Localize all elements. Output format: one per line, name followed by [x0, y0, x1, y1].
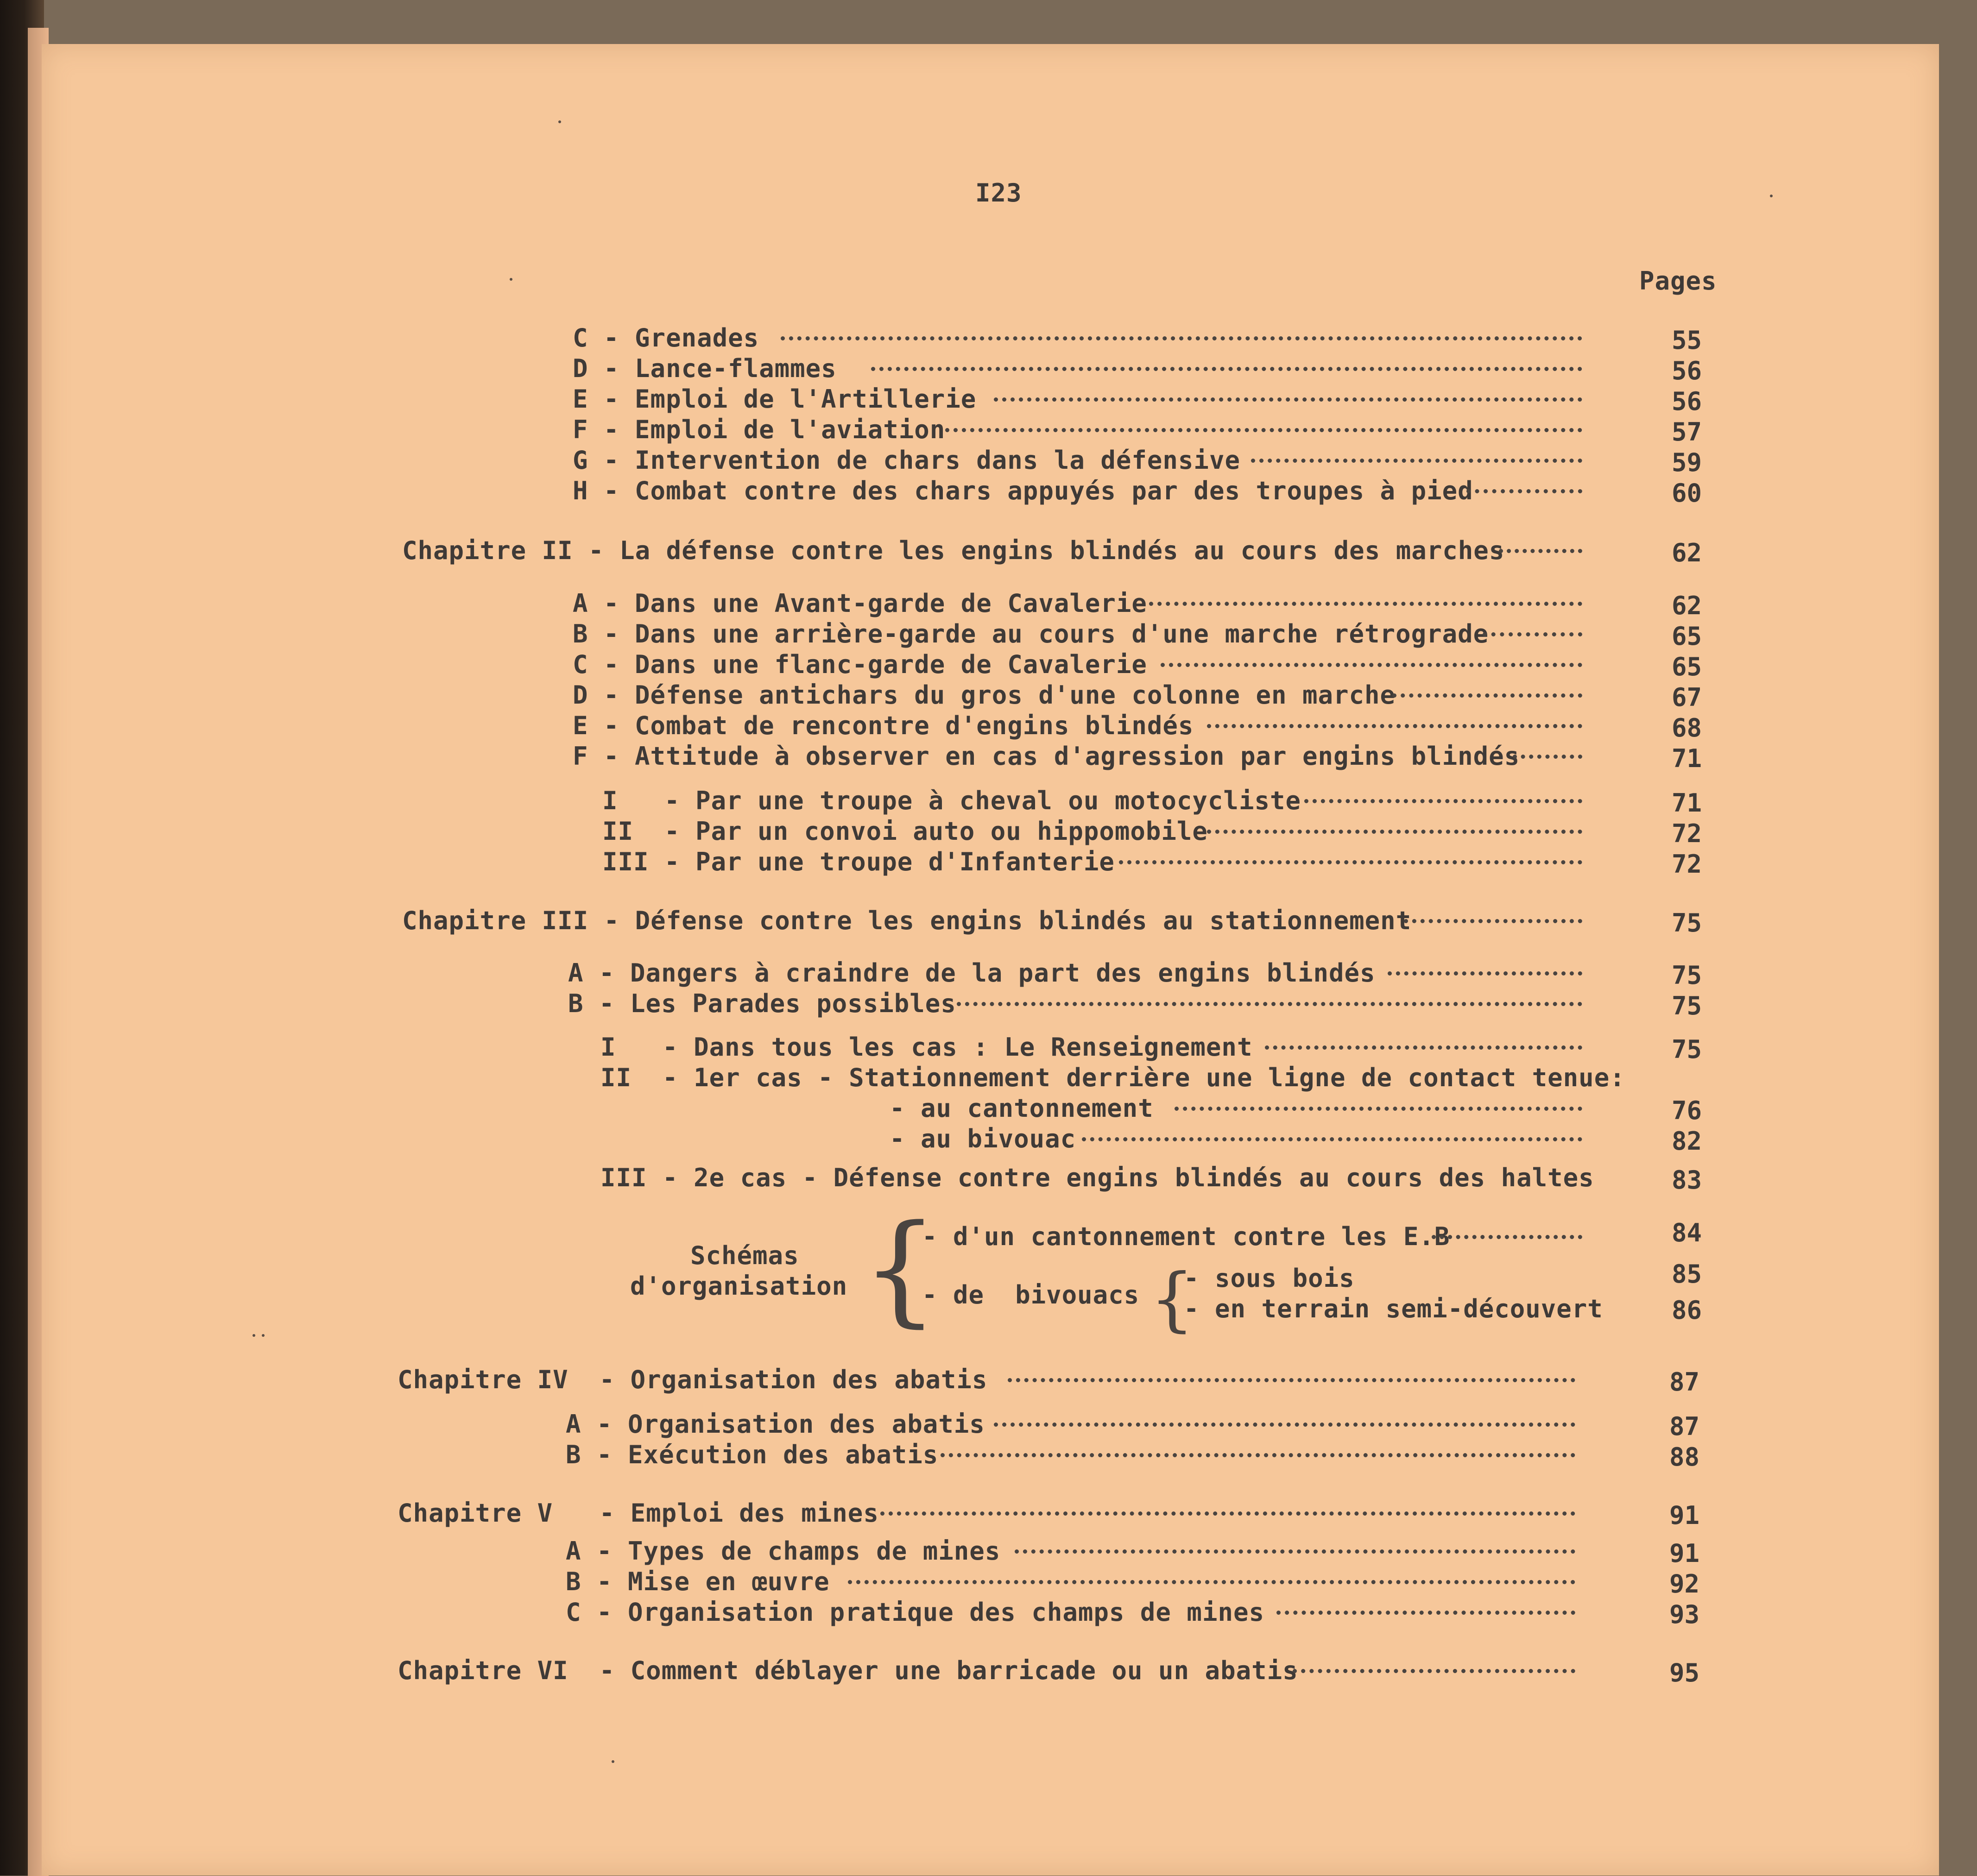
dot-leader — [1015, 1549, 1575, 1554]
paper-speck — [510, 278, 512, 281]
dot-leader — [781, 336, 1582, 340]
toc-entry-page: 72 — [1671, 850, 1702, 879]
dot-leader — [1008, 1378, 1575, 1382]
toc-subentry-label: III - Par une troupe d'Infanterie — [602, 847, 1115, 876]
toc-subentry-label: - au bivouac — [890, 1124, 1076, 1153]
toc-entry-page: 91 — [1669, 1539, 1699, 1568]
dot-leader — [1304, 799, 1582, 803]
toc-entry-label: A - Organisation des abatis — [566, 1410, 985, 1439]
toc-entry-page: 86 — [1671, 1296, 1702, 1325]
toc-entry-page: 67 — [1671, 683, 1702, 712]
toc-entry-page: 65 — [1671, 652, 1702, 681]
toc-entry-page: 62 — [1671, 591, 1702, 620]
chapter-heading: Chapitre IV - Organisation des abatis — [398, 1365, 988, 1394]
toc-subentry-label: II - Par un convoi auto ou hippomobile — [602, 817, 1208, 846]
toc-entry-page: 56 — [1671, 356, 1702, 385]
dot-leader — [1251, 459, 1582, 463]
toc-entry-page: 72 — [1671, 819, 1702, 848]
toc-subentry-label: I - Par une troupe à cheval ou motocycliste — [602, 786, 1301, 815]
toc-entry-label: C - Dans une flanc-garde de Cavalerie — [573, 650, 1147, 679]
toc-entry-page: 75 — [1671, 908, 1702, 938]
toc-subentry-label: - d'un cantonnement contre les E.B — [922, 1222, 1450, 1251]
toc-entry-page: 59 — [1671, 448, 1702, 477]
dot-leader — [1161, 663, 1582, 667]
toc-entry-page: 76 — [1671, 1096, 1702, 1125]
toc-entry-page: 93 — [1669, 1600, 1699, 1629]
dot-leader — [1082, 1137, 1582, 1141]
toc-entry-label: E - Combat de rencontre d'engins blindés — [573, 711, 1194, 740]
toc-entry-page: 68 — [1671, 713, 1702, 743]
dot-leader — [1149, 602, 1582, 606]
toc-entry-page: 87 — [1669, 1412, 1699, 1441]
dot-leader — [1119, 860, 1582, 864]
paper-speck — [253, 1334, 255, 1337]
dot-leader — [1432, 1235, 1582, 1239]
page-number: I23 — [975, 178, 1022, 208]
dot-leader — [1175, 1107, 1582, 1111]
toc-entry-page: 56 — [1671, 387, 1702, 416]
schemas-label: Schémas — [690, 1241, 799, 1270]
small-brace: { — [1150, 1259, 1194, 1340]
dot-leader — [1392, 693, 1582, 698]
toc-entry-label: B - Mise en œuvre — [566, 1567, 830, 1596]
paper-speck — [558, 120, 561, 123]
toc-entry-page: 85 — [1671, 1259, 1702, 1289]
toc-subentry-label: III - 2e cas - Défense contre engins blindés au cours des haltes — [600, 1163, 1594, 1192]
toc-subentry-label: I - Dans tous les cas : Le Renseignement — [600, 1032, 1253, 1062]
paper-speck — [262, 1334, 265, 1337]
toc-entry-label: B - Dans une arrière-garde au cours d'une marche rétrograde — [573, 619, 1489, 648]
toc-entry-page: 62 — [1671, 538, 1702, 567]
paper-speck — [612, 1760, 614, 1763]
dot-leader — [1265, 1045, 1582, 1050]
dot-leader — [871, 367, 1582, 371]
toc-entry-page: 57 — [1671, 417, 1702, 447]
toc-entry-label: G - Intervention de chars dans la défensive — [573, 446, 1240, 475]
dot-leader — [1388, 971, 1582, 976]
toc-entry-page: 83 — [1671, 1165, 1702, 1195]
chapter-heading: Chapitre V - Emploi des mines — [398, 1498, 879, 1528]
toc-entry-label: A - Dans une Avant-garde de Cavalerie — [573, 589, 1147, 618]
toc-entry-page: 92 — [1669, 1569, 1699, 1599]
toc-entry-label: B - Les Parades possibles — [568, 989, 956, 1018]
toc-entry-page: 55 — [1671, 326, 1702, 355]
toc-entry-label: F - Emploi de l'aviation — [573, 415, 946, 444]
left-brace: { — [862, 1199, 939, 1339]
toc-entry-label: H - Combat contre des chars appuyés par des troupes à pied — [573, 476, 1473, 505]
toc-entry-page: 88 — [1669, 1442, 1699, 1472]
toc-entry-page: 75 — [1671, 1035, 1702, 1064]
toc-entry-label: E - Emploi de l'Artillerie — [573, 384, 977, 414]
toc-subentry-label: - sous bois — [1184, 1264, 1355, 1293]
toc-entry-page: 91 — [1669, 1501, 1699, 1530]
dot-leader — [1293, 1669, 1575, 1673]
dot-leader — [1207, 830, 1582, 834]
toc-entry-label: F - Attitude à observer en cas d'agression par engins blindés — [573, 742, 1520, 771]
dot-leader — [957, 1002, 1582, 1006]
dot-leader — [1466, 489, 1582, 493]
toc-entry-page: 75 — [1671, 991, 1702, 1020]
dot-leader — [994, 1423, 1575, 1427]
toc-entry-page: 84 — [1671, 1218, 1702, 1247]
dot-leader — [1483, 632, 1582, 636]
paper-speck — [1770, 195, 1773, 197]
toc-entry-page: 65 — [1671, 622, 1702, 651]
toc-entry-page: 82 — [1671, 1127, 1702, 1156]
toc-entry-label: D - Lance-flammes — [573, 354, 837, 383]
toc-entry-page: 71 — [1671, 788, 1702, 818]
bivouacs-label: - de bivouacs — [922, 1280, 1140, 1309]
pages-column-header: Pages — [1639, 266, 1717, 296]
dot-leader — [941, 1453, 1575, 1457]
toc-entry-page: 87 — [1669, 1367, 1699, 1397]
toc-entry-label: C - Grenades — [573, 323, 759, 353]
toc-entry-page: 71 — [1671, 744, 1702, 773]
chapter-heading: Chapitre VI - Comment déblayer une barricade ou un abatis — [398, 1656, 1298, 1685]
dot-leader — [1404, 919, 1582, 923]
dot-leader — [1207, 724, 1582, 728]
chapter-heading: Chapitre II - La défense contre les engins blindés au cours des marches — [402, 536, 1505, 565]
dot-leader — [945, 428, 1582, 432]
dot-leader — [848, 1580, 1575, 1584]
toc-subentry-label: - en terrain semi-découvert — [1184, 1294, 1603, 1323]
toc-entry-page: 75 — [1671, 961, 1702, 990]
dot-leader — [1513, 755, 1582, 759]
toc-subentry-label: II - 1er cas - Stationnement derrière une ligne de contact tenue: — [600, 1063, 1625, 1092]
dot-leader — [1276, 1611, 1575, 1615]
dot-leader — [880, 1511, 1575, 1516]
dot-leader — [994, 397, 1582, 402]
toc-entry-label: D - Défense antichars du gros d'une colonne en marche — [573, 680, 1396, 710]
toc-entry-page: 60 — [1671, 478, 1702, 508]
toc-entry-label: C - Organisation pratique des champs de mines — [566, 1598, 1264, 1627]
toc-entry-page: 95 — [1669, 1658, 1699, 1687]
toc-entry-label: B - Exécution des abatis — [566, 1440, 939, 1469]
chapter-heading: Chapitre III - Défense contre les engins blindés au stationnement — [402, 906, 1412, 935]
toc-entry-label: A - Types de champs de mines — [566, 1536, 1001, 1566]
dot-leader — [1499, 549, 1582, 553]
toc-entry-label: A - Dangers à craindre de la part des engins blindés — [568, 958, 1376, 988]
toc-subentry-label: - au cantonnement — [890, 1094, 1154, 1123]
schemas-label: d'organisation — [630, 1272, 848, 1301]
